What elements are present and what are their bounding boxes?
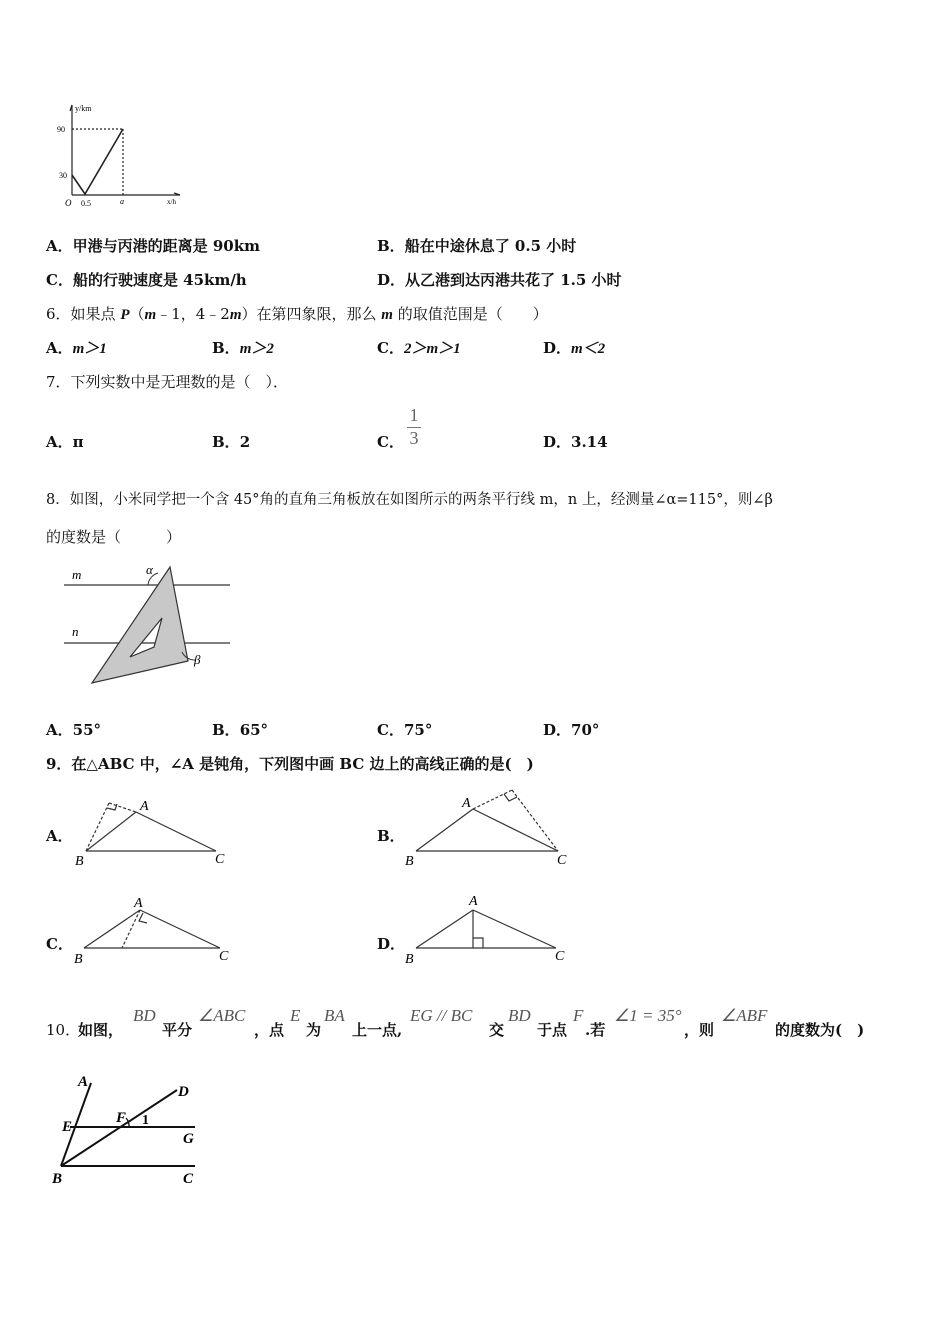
q10-math-ba: BA xyxy=(324,1006,345,1025)
option-label: C． xyxy=(377,339,404,357)
q6-point-p: P xyxy=(120,307,130,323)
label-angle-1: 1 xyxy=(142,1113,149,1128)
q6-stem-part: ﹣1，4﹣2 xyxy=(156,305,230,323)
q5-option-d[interactable] xyxy=(377,270,622,290)
q7-option-a[interactable] xyxy=(46,432,84,452)
q10-math-bd-2: BD xyxy=(508,1006,531,1025)
q7-fraction-one-third xyxy=(404,405,424,448)
option-text: 船在中途休息了 0.5 小时 xyxy=(404,237,577,255)
q9-figure-d xyxy=(400,890,580,970)
q6-stem-part: 如果点 xyxy=(70,305,121,323)
q5-distance-line xyxy=(72,129,123,194)
vertex-a: A xyxy=(140,799,149,814)
q9-stem: 9．在△ABC 中，∠A 是钝角，下列图中画 BC 边上的高线正确的是( ) xyxy=(46,755,534,773)
vertex-a: A xyxy=(469,894,478,909)
vertex-c: C xyxy=(557,853,567,868)
label-f: F xyxy=(116,1110,127,1126)
q6-stem-part: （ xyxy=(129,305,145,323)
q9-option-c[interactable]: C． xyxy=(46,935,73,953)
option-text: 2＞m＞1 xyxy=(403,341,461,357)
q5-y90: 90 xyxy=(57,125,65,134)
q10-text: 的度数为( ) xyxy=(775,1021,865,1039)
vertex-b: B xyxy=(74,952,83,967)
option-text: m＞1 xyxy=(72,341,107,357)
option-text: π xyxy=(72,433,84,451)
option-label: C． xyxy=(377,721,404,739)
option-text: 55° xyxy=(72,721,102,739)
q7-option-b[interactable] xyxy=(212,432,250,452)
q8-option-a[interactable] xyxy=(46,720,101,740)
q7-option-d[interactable] xyxy=(543,432,608,452)
label-n: n xyxy=(72,624,79,639)
q5-origin: O xyxy=(65,198,72,208)
q6-option-d[interactable] xyxy=(543,338,605,359)
q6-var-m: m xyxy=(229,307,242,323)
option-label: B． xyxy=(212,433,240,451)
q9-option-b[interactable]: B． xyxy=(377,827,405,845)
option-text: m＜2 xyxy=(571,341,606,357)
option-label: D． xyxy=(543,339,572,357)
option-label: A． xyxy=(46,237,73,255)
fraction-numerator: 1 xyxy=(409,405,419,425)
q6-stem xyxy=(46,304,548,325)
q10-text: 上一点, xyxy=(352,1021,403,1039)
q10-math-e: E xyxy=(290,1006,301,1025)
option-label: B． xyxy=(212,339,240,357)
label-m: m xyxy=(72,567,82,582)
q5-xa: a xyxy=(120,197,124,206)
label-beta: β xyxy=(194,652,201,667)
option-text: 65° xyxy=(239,721,269,739)
q10-number: 10． xyxy=(46,1021,81,1039)
q5-option-b[interactable] xyxy=(377,236,576,256)
q10-math-angle-abc: ∠ABC xyxy=(198,1006,246,1025)
vertex-a: A xyxy=(462,796,471,811)
option-text: 3.14 xyxy=(571,433,608,451)
q5-option-c[interactable] xyxy=(46,270,247,290)
option-label: B． xyxy=(212,721,240,739)
option-label: D． xyxy=(543,433,572,451)
vertex-b: B xyxy=(405,952,414,967)
q10-text: 如图， xyxy=(78,1021,124,1039)
q10-text: 交 xyxy=(489,1021,505,1039)
label-alpha: α xyxy=(146,562,153,577)
label-c: C xyxy=(183,1171,194,1187)
q6-stem-part: ）在第四象限，那么 xyxy=(241,305,382,323)
option-label: A． xyxy=(46,433,73,451)
fraction-denominator: 3 xyxy=(409,428,419,448)
q6-stem-part: 的取值范围是（ ） xyxy=(392,305,548,323)
q9-option-a[interactable]: A． xyxy=(46,827,73,845)
q10-math-angle-abf: ∠ABF xyxy=(721,1006,768,1025)
q8-stem-line2: 的度数是（ ） xyxy=(46,528,182,546)
q10-text: 为 xyxy=(306,1021,322,1039)
q8-stem-line1: 8．如图，小米同学把一个含 45°角的直角三角板放在如图所示的两条平行线 m，n 上，经测量∠α=115°，则∠β xyxy=(46,492,773,508)
q8-option-b[interactable] xyxy=(212,720,268,740)
q9-option-d[interactable]: D． xyxy=(377,935,406,953)
option-text: m＞2 xyxy=(239,341,274,357)
label-e: E xyxy=(62,1119,73,1135)
vertex-b: B xyxy=(75,854,84,869)
option-text: 甲港与丙港的距离是 90km xyxy=(72,237,261,255)
q8-triangle-figure xyxy=(60,560,240,690)
q5-x05: 0.5 xyxy=(81,199,91,208)
q7-stem: 7．下列实数中是无理数的是（ ）． xyxy=(46,373,289,391)
option-label: C． xyxy=(377,433,404,451)
q10-math-eg-parallel-bc: EG // BC xyxy=(410,1006,473,1025)
option-label: A． xyxy=(46,339,73,357)
vertex-c: C xyxy=(215,852,225,867)
label-b: B xyxy=(52,1171,63,1187)
label-g: G xyxy=(183,1131,194,1147)
vertex-c: C xyxy=(219,949,229,964)
q6-option-a[interactable] xyxy=(46,338,107,359)
q9-figure-b xyxy=(400,785,580,870)
vertex-b: B xyxy=(405,854,414,869)
option-text: 75° xyxy=(403,721,433,739)
q10-parallel-lines-figure xyxy=(45,1070,215,1190)
vertex-c: C xyxy=(555,949,565,964)
option-label: B． xyxy=(377,237,405,255)
option-label: A． xyxy=(46,721,73,739)
q10-text: ，点 xyxy=(254,1021,285,1039)
q10-math-f: F xyxy=(573,1006,584,1025)
option-text: 从乙港到达丙港共花了 1.5 小时 xyxy=(405,271,622,289)
q5-ylabel: y/km xyxy=(75,104,92,113)
q10-math-bd: BD xyxy=(133,1006,156,1025)
option-text: 船的行驶速度是 45km/h xyxy=(72,271,247,289)
q10-text: 于点 xyxy=(537,1021,568,1039)
q6-var-m: m xyxy=(144,307,157,323)
q6-number: 6． xyxy=(46,305,71,323)
option-text: 70° xyxy=(571,721,600,739)
vertex-a: A xyxy=(134,896,143,911)
option-label: D． xyxy=(377,271,406,289)
q5-y30: 30 xyxy=(59,171,67,180)
label-a: A xyxy=(78,1074,89,1090)
q9-figure-c xyxy=(70,893,240,968)
option-label: C． xyxy=(46,271,73,289)
q6-var-m: m xyxy=(381,307,393,323)
q10-text: ，则 xyxy=(684,1021,715,1039)
q6-option-b[interactable] xyxy=(212,338,274,359)
q10-text: 平分 xyxy=(162,1021,193,1039)
option-label: D． xyxy=(543,721,572,739)
q10-math-angle1: ∠1 = 35° xyxy=(614,1006,682,1025)
q7-option-c[interactable] xyxy=(377,432,404,452)
q5-option-a[interactable] xyxy=(46,236,260,256)
q6-option-c[interactable] xyxy=(377,338,461,359)
label-d: D xyxy=(178,1084,189,1100)
q5-xlabel: x/h xyxy=(167,198,176,206)
q10-text: .若 xyxy=(585,1021,606,1039)
q5-distance-time-graph xyxy=(55,100,185,210)
option-text: 2 xyxy=(239,433,251,451)
q8-option-d[interactable] xyxy=(543,720,599,740)
q9-figure-a xyxy=(70,793,240,871)
q8-option-c[interactable] xyxy=(377,720,432,740)
